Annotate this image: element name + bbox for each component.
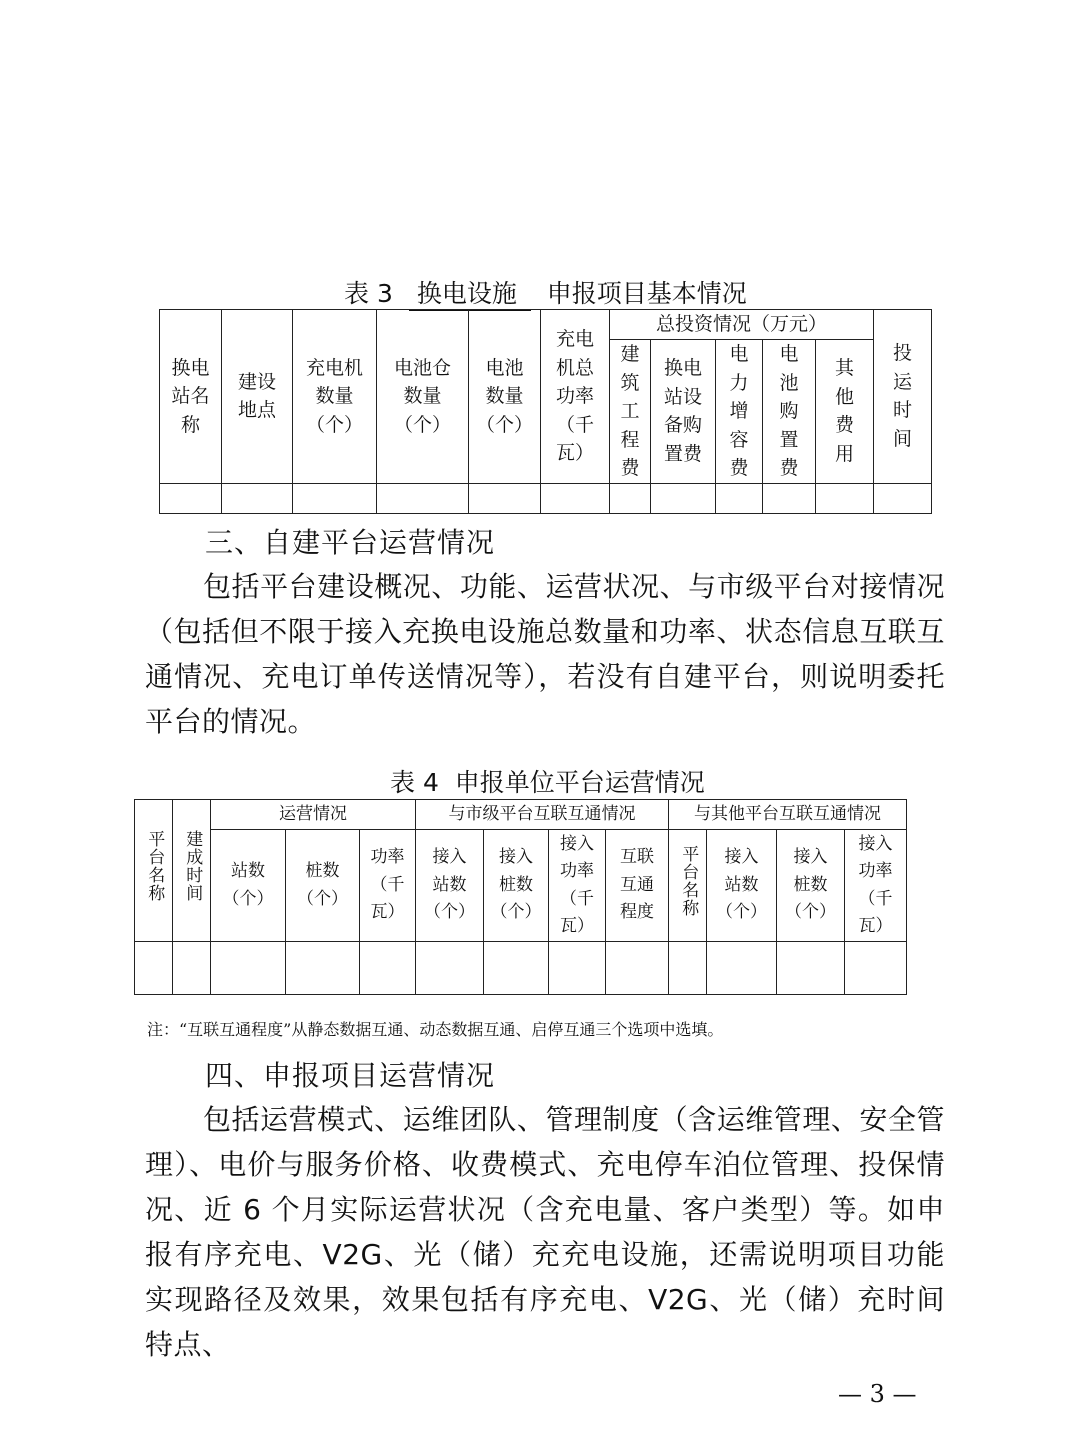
table4-header-city-piles: 接入 桩数 （个） — [484, 830, 549, 942]
table3-header-equipment: 换电 站设 备购 置费 — [651, 340, 716, 484]
table3-header-charger-count: 充电机 数量 （个） — [293, 310, 377, 484]
table3-caption-prefix: 表 3 — [344, 279, 393, 308]
table3-header-station-name: 换电 站名 称 — [160, 310, 222, 484]
table4-header-city-platform: 与市级平台互联互通情况 — [416, 800, 669, 830]
table4-header-piles: 桩数 （个） — [286, 830, 360, 942]
table4-header-other-platform: 与其他平台互联互通情况 — [669, 800, 907, 830]
table3-header-capacity: 电 力 增 容 费 — [716, 340, 763, 484]
table4-header-other-power: 接入 功率 （千 瓦） — [845, 830, 907, 942]
table3 — [159, 309, 932, 514]
table4-empty-row — [135, 942, 907, 995]
table3-caption-suffix: 申报项目基本情况 — [546, 279, 747, 308]
section3-heading: 三、自建平台运营情况 — [205, 526, 496, 559]
table3-header-charger-power: 充电 机总 功率 （千 瓦） — [541, 310, 610, 484]
table4-header-stations: 站数 （个） — [211, 830, 286, 942]
page-number: — 3 — — [838, 1380, 917, 1408]
table3-header-construction: 建 筑 工 程 费 — [610, 340, 651, 484]
table4-header-city-power: 接入 功率 （千 瓦） — [549, 830, 606, 942]
table3-header-battery-purchase: 电 池 购 置 费 — [763, 340, 816, 484]
table4-header-city-stations: 接入 站数 （个） — [416, 830, 484, 942]
table3-caption — [344, 274, 747, 311]
table3-header-other-fees: 其 他 费 用 — [816, 340, 874, 484]
table3-header-location: 建设 地点 — [222, 310, 293, 484]
table3-header-battery-count: 电池 数量 （个） — [469, 310, 541, 484]
table4-header-other-piles: 接入 桩数 （个） — [777, 830, 845, 942]
table4-header-power: 功率 （千 瓦） — [360, 830, 416, 942]
table4 — [134, 799, 907, 995]
table3-empty-row — [160, 483, 932, 513]
table3-header-investment: 总投资情况（万元） — [610, 310, 874, 340]
table4-header-city-degree: 互联 互通 程度 — [606, 830, 669, 942]
table4-header-platform-name: 平台名称 — [135, 800, 173, 942]
table3-header-battery-bin: 电池仓 数量 （个） — [377, 310, 469, 484]
table4-note: 注：“互联互通程度”从静态数据互通、动态数据互通、启停互通三个选项中选填。 — [147, 1020, 724, 1039]
table4-header-build-time: 建成时间 — [173, 800, 211, 942]
table3-caption-fill: 换电设施 — [409, 274, 531, 311]
table4-caption: 表 4 申报单位平台运营情况 — [390, 768, 705, 797]
section3-body: 包括平台建设概况、功能、运营状况、与市级平台对接情况（包括但不限于接入充换电设施总数量和功率、状态信息互联互通情况、充电订单传送情况等），若没有自建平台，则说明委托平台的情况。 — [145, 570, 945, 738]
section4-body: 包括运营模式、运维团队、管理制度（含运维管理、安全管理）、电价与服务价格、收费模式、充电停车泊位管理、投保情况、近 6 个月实际运营状况（含充电量、客户类型）等。如申报有序充电、V2G、光（储）充充电设施，还需说明项目功能实现路径及效果，效果包括有序充电、V2G、光（储）充时间特点、 — [145, 1103, 945, 1361]
section4-heading: 四、申报项目运营情况 — [205, 1059, 496, 1092]
table3-header-operation-time: 投 运 时 间 — [874, 310, 932, 484]
table4-header-other-name: 平台名称 — [669, 830, 707, 942]
table4-header-operation: 运营情况 — [211, 800, 416, 830]
table4-header-other-stations: 接入 站数 （个） — [707, 830, 777, 942]
